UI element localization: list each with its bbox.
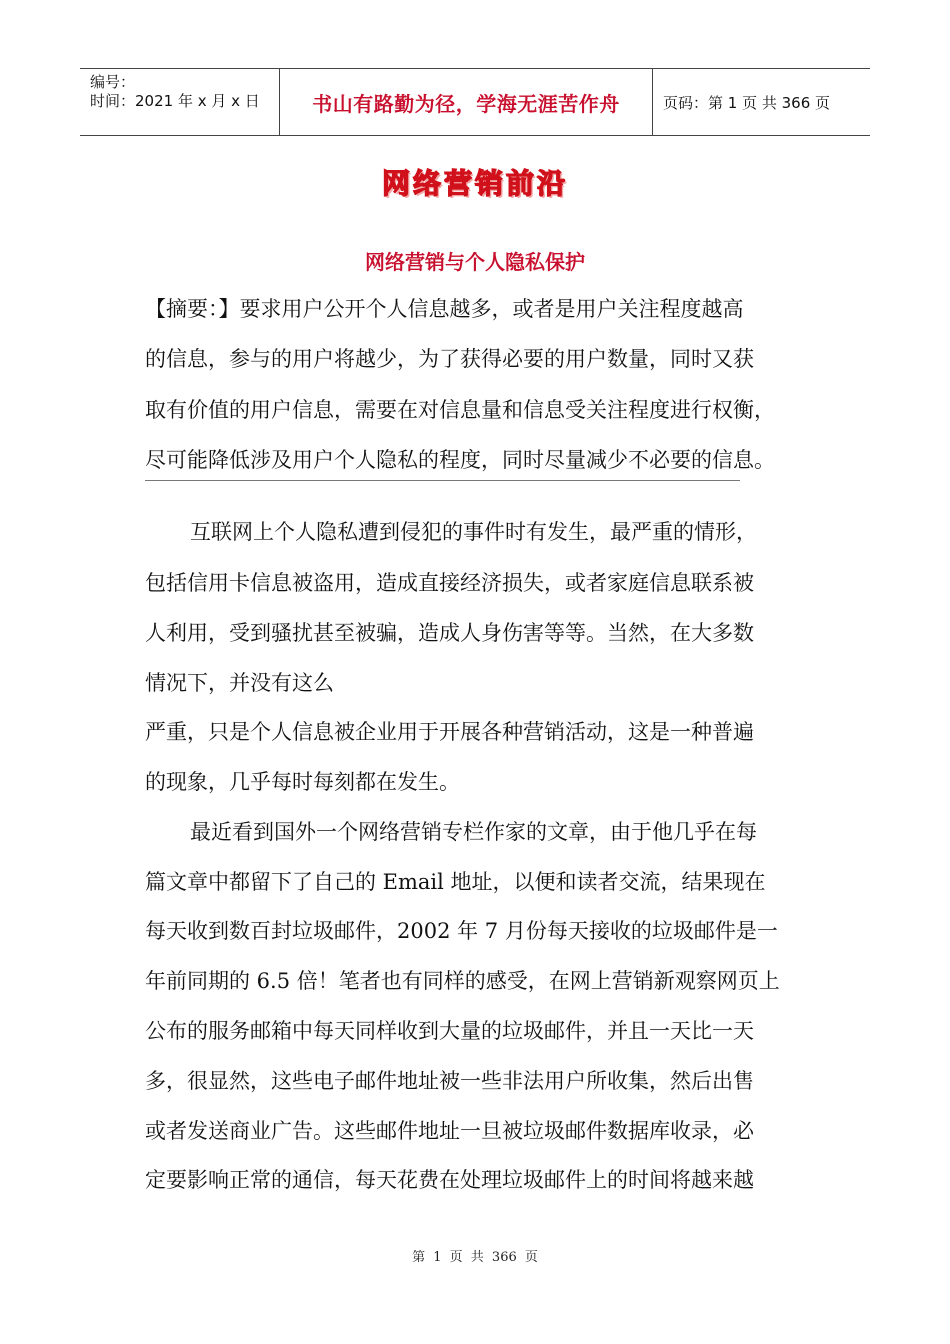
body-line: 定要影响正常的通信，每天花费在处理垃圾邮件上的时间将越来越: [145, 1168, 754, 1192]
header-motto: 书山有路勤为径，学海无涯苦作舟: [280, 69, 653, 135]
body-line: 最近看到国外一个网络营销专栏作家的文章，由于他几乎在每: [190, 820, 757, 844]
time-label: 时间：2021 年 x 月 x 日: [90, 92, 260, 110]
body-line: 篇文章中都留下了自己的 Email 地址，以便和读者交流，结果现在: [145, 870, 766, 894]
body-line: 公布的服务邮箱中每天同样收到大量的垃圾邮件，并且一天比一天: [145, 1019, 754, 1043]
header-meta-cell: [80, 69, 280, 135]
body-line: 多，很显然，这些电子邮件地址被一些非法用户所收集，然后出售: [145, 1069, 754, 1093]
article-title: 网络营销与个人隐私保护: [365, 250, 585, 274]
body-line: 或者发送商业广告。这些邮件地址一旦被垃圾邮件数据库收录，必: [145, 1119, 754, 1143]
body-line: 年前同期的 6.5 倍！笔者也有同样的感受，在网上营销新观察网页上: [145, 969, 780, 993]
body-line: 的现象，几乎每时每刻都在发生。: [145, 770, 460, 794]
body-line: 严重，只是个人信息被企业用于开展各种营销活动，这是一种普遍: [145, 720, 754, 744]
body-line: 人利用，受到骚扰甚至被骗，造成人身伤害等等。当然，在大多数: [145, 621, 754, 645]
number-label: 编号：: [90, 73, 136, 91]
abstract-line: 【摘要：】要求用户公开个人信息越多，或者是用户关注程度越高: [145, 297, 744, 321]
body-line: 互联网上个人隐私遭到侵犯的事件时有发生，最严重的情形，: [190, 520, 757, 544]
abstract-divider: [145, 480, 740, 481]
body-line: 包括信用卡信息被盗用，造成直接经济损失，或者家庭信息联系被: [145, 571, 754, 595]
body-line: 每天收到数百封垃圾邮件，2002 年 7 月份每天接收的垃圾邮件是一: [145, 919, 778, 943]
abstract-line: 尽可能降低涉及用户个人隐私的程度，同时尽量减少不必要的信息。: [145, 448, 775, 472]
page-footer: 第 1 页 共 366 页: [412, 1250, 538, 1265]
abstract-line: 取有价值的用户信息，需要在对信息量和信息受关注程度进行权衡，: [145, 398, 775, 422]
header-table: [80, 68, 870, 136]
banner-title: 网络营销前沿: [381, 167, 568, 200]
abstract-line: 的信息，参与的用户将越少，为了获得必要的用户数量，同时又获: [145, 347, 754, 371]
body-line: 情况下，并没有这么: [145, 671, 334, 695]
header-page-info: 页码：第 1 页 共 366 页: [663, 93, 831, 112]
